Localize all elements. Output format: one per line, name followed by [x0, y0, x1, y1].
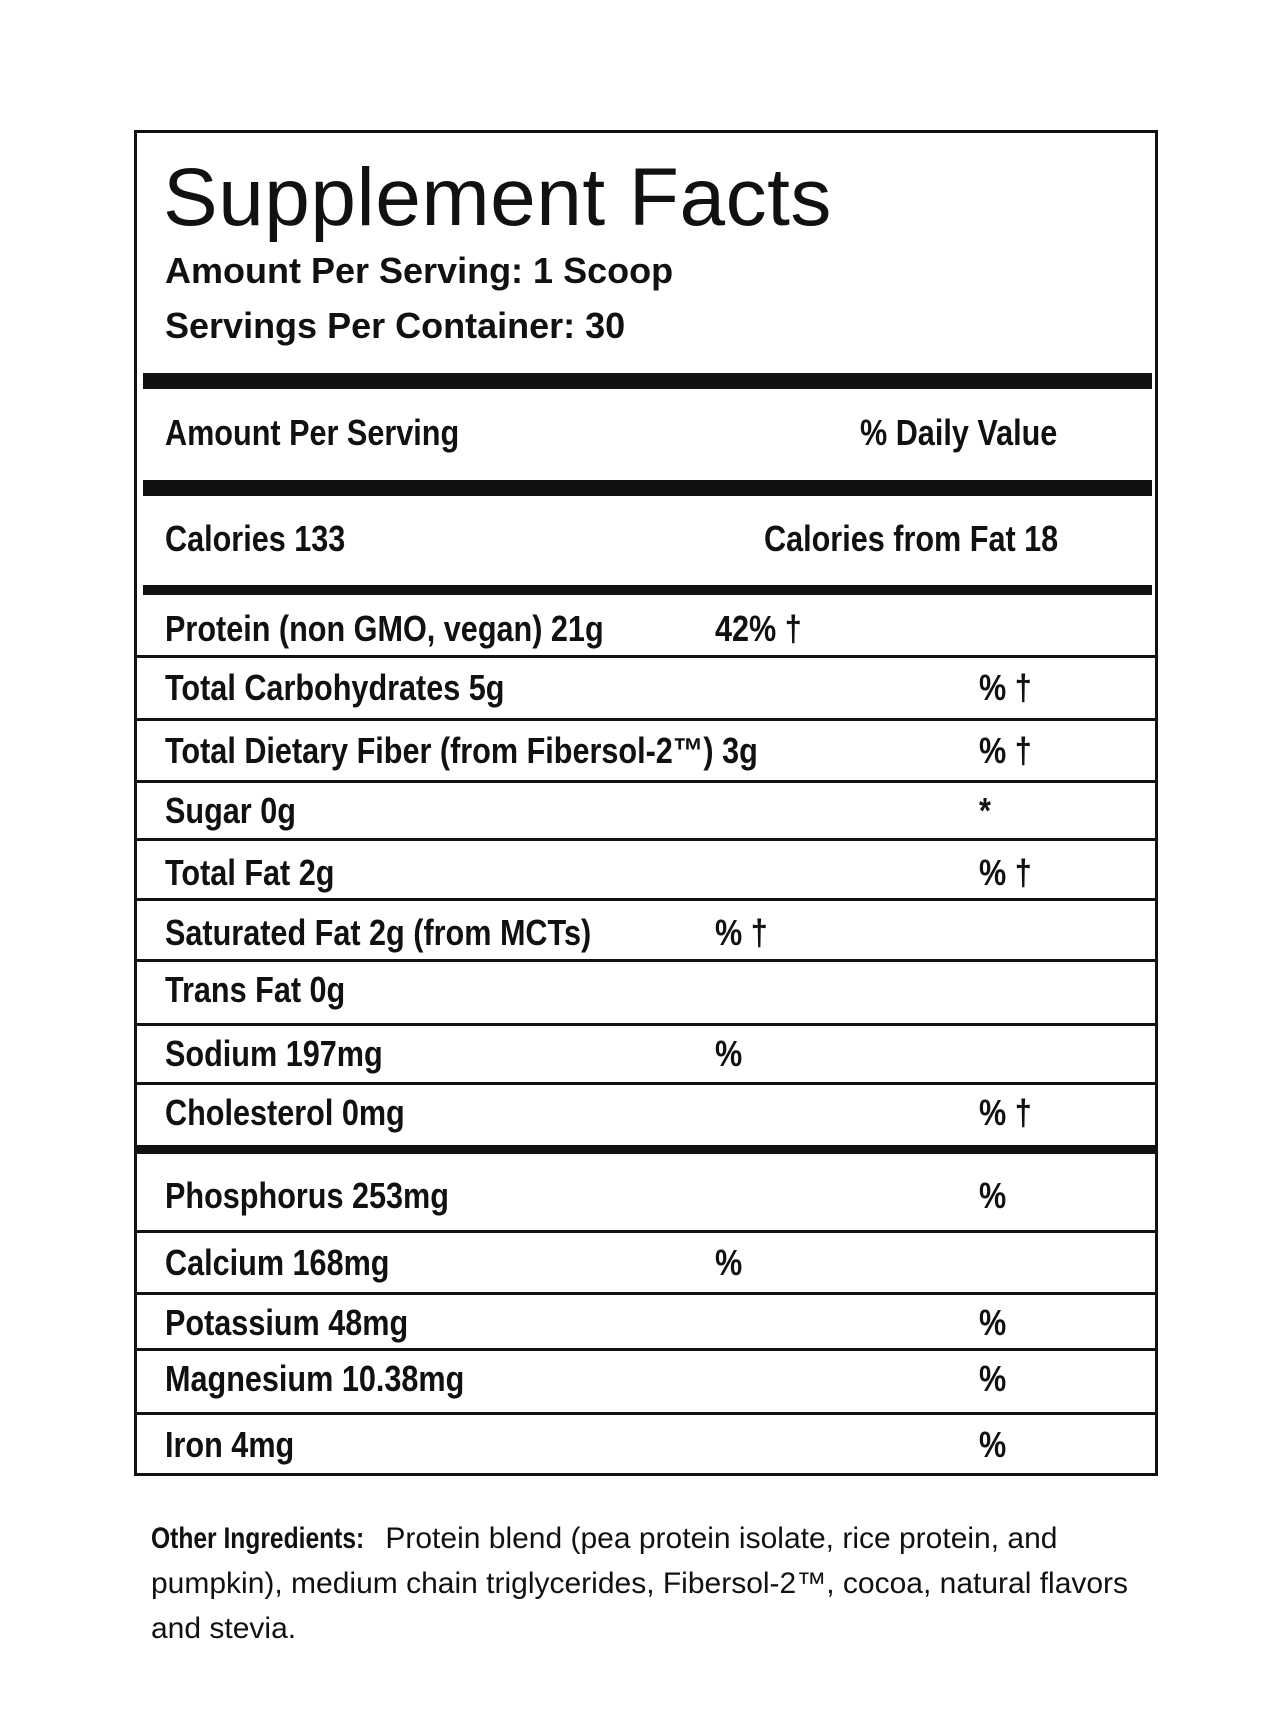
mineral-dv: % — [979, 1424, 1007, 1465]
amount-per-serving-header: Amount Per Serving — [165, 412, 460, 453]
mineral-name: Magnesium 10.38mg — [165, 1358, 465, 1399]
mineral-row-iron — [137, 1415, 1155, 1473]
mineral-name: Iron 4mg — [165, 1424, 295, 1465]
daily-value-header: % Daily Value — [860, 412, 1058, 453]
servings-per-container-line: Servings Per Container: 30 — [165, 305, 626, 346]
panel-title: Supplement Facts — [163, 152, 832, 243]
nutrient-name: Saturated Fat 2g (from MCTs) — [165, 912, 592, 953]
nutrient-dv: % † — [979, 1092, 1032, 1133]
nutrient-dv: 42% † — [715, 608, 802, 649]
nutrient-dv: % † — [979, 730, 1032, 771]
nutrient-row-saturated-fat — [137, 901, 1155, 962]
other-ingredients-text: Protein blend (pea protein isolate, rice protein, and pumpkin), medium chain triglycerides, Fibersol-2™, cocoa, natural flavors and stevia. — [151, 1522, 1129, 1645]
thick-rule — [143, 373, 1152, 389]
calories-from-fat-value: Calories from Fat 18 — [764, 518, 1059, 559]
section-separator — [137, 1145, 1155, 1154]
nutrient-name: Sugar 0g — [165, 790, 296, 831]
calories-value: Calories 133 — [165, 518, 346, 559]
nutrient-row-carbohydrates — [137, 658, 1155, 721]
serving-size-line: Amount Per Serving: 1 Scoop — [165, 250, 674, 291]
mineral-name: Phosphorus 253mg — [165, 1175, 449, 1216]
mineral-row-magnesium — [137, 1351, 1155, 1415]
mineral-row-potassium — [137, 1295, 1155, 1351]
nutrient-row-protein — [137, 595, 1155, 658]
nutrient-dv: % † — [979, 667, 1032, 708]
supplement-facts-panel — [134, 130, 1158, 1476]
nutrient-name: Total Fat 2g — [165, 852, 335, 893]
nutrient-row-total-fat — [137, 841, 1155, 901]
mineral-dv: % — [715, 1242, 743, 1283]
nutrient-name: Sodium 197mg — [165, 1033, 383, 1074]
mineral-dv: % — [979, 1358, 1007, 1399]
mineral-row-phosphorus — [137, 1154, 1155, 1233]
mineral-dv: % — [979, 1302, 1007, 1343]
nutrient-dv: % † — [979, 852, 1032, 893]
mineral-name: Calcium 168mg — [165, 1242, 390, 1283]
mineral-name: Potassium 48mg — [165, 1302, 409, 1343]
nutrient-name: Total Dietary Fiber (from Fibersol-2™) 3g — [165, 730, 758, 771]
nutrient-dv: % — [715, 1033, 743, 1074]
nutrient-dv: * — [979, 790, 991, 831]
other-ingredients-heading: Other Ingredients: — [151, 1522, 365, 1555]
mineral-row-calcium — [137, 1233, 1155, 1295]
nutrient-row-fiber — [137, 721, 1155, 783]
nutrient-name: Cholesterol 0mg — [165, 1092, 405, 1133]
nutrient-row-sodium — [137, 1026, 1155, 1085]
medium-rule — [143, 585, 1152, 595]
other-ingredients — [151, 1516, 1151, 1651]
nutrient-row-sugar — [137, 783, 1155, 841]
nutrient-name: Trans Fat 0g — [165, 969, 346, 1010]
mineral-dv: % — [979, 1175, 1007, 1216]
nutrient-row-cholesterol — [137, 1085, 1155, 1145]
thick-rule — [143, 480, 1152, 496]
nutrient-name: Total Carbohydrates 5g — [165, 667, 505, 708]
nutrient-name: Protein (non GMO, vegan) 21g — [165, 608, 604, 649]
nutrient-dv: % † — [715, 912, 768, 953]
nutrient-row-trans-fat — [137, 962, 1155, 1026]
